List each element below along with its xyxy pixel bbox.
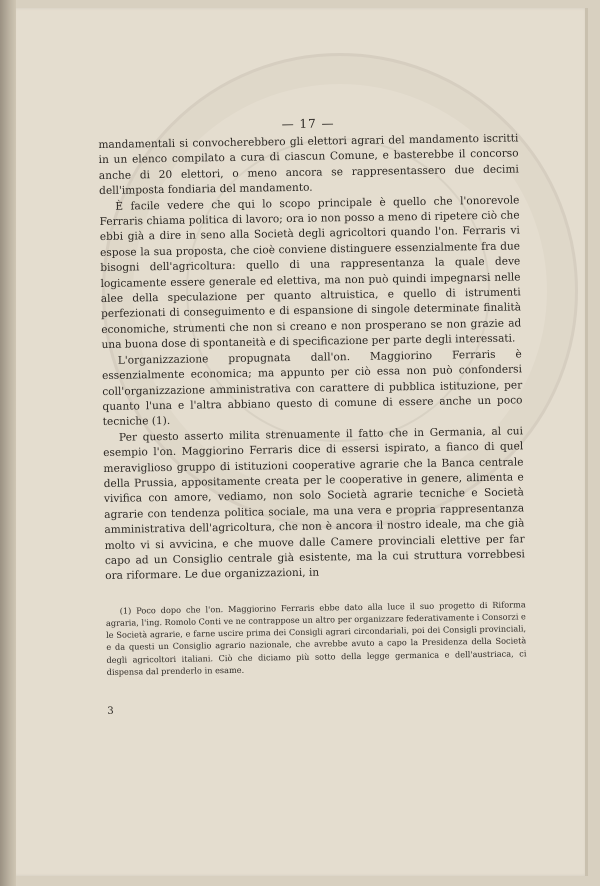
book-binding (0, 0, 16, 886)
page-number: — 17 — (281, 116, 335, 132)
page-edge (585, 8, 588, 876)
paragraph-economic-organization: L'organizzazione propugnata dall'on. Maggiorino Ferraris è essenzialmente economica; ma appunto per ciò essa non può confondersi coll'organizzazione amministrativa con carattere di pubblica istituzione, per quanto l'una e l'altra abbiano questo di comune di essere anche un poco tecniche (1). (101, 348, 523, 429)
paragraph-ferraris-politics: È facile vedere che qui lo scopo principale è quello che l'onorevole Ferraris chiama politica di lavoro; ora io non posso a meno di ripetere ciò che ebbi già a dire in seno alla Società degli agricoltori quando l'on. Ferraris vi espose la sua proposta, che cioè conviene distinguere essenzialmente fra due bisogni dell'agricoltura: quello di una rappresentanza la quale deve logicamente essere generale ed elettiva, ma non può quindi impegnarsi nelle alee della speculazione per quanto altruistica, e quello di istrumenti perfezionati di conseguimento e di espansione di singole determinate finalità economiche, strumenti che non si creano e non prosperano se non grazie ad una buona dose di spontaneità e di specificazione per parte degli interessati. (99, 194, 522, 352)
footnote: (1) Poco dopo che l'on. Maggiorino Ferraris ebbe dato alla luce il suo progetto di Riforma agraria, l'ing. Romolo Conti ve ne contrappose un altro per organizzare federativamente i Consorzi e le Società agrarie, e farne uscire prima dei Consigli agrari circondariali, poi dei Consigli provinciali, e da questi un Consiglio agrario nazionale, che avrebbe avuto a capo la Presidenza della Società degli agricoltori italiani. Ciò che diciamo più sotto della legge germanica e dell'austriaca, ci dispensa dal prenderlo in esame. (105, 599, 527, 677)
paragraph-germany-example: Per questo asserto milita strenuamente il fatto che in Germania, al cui esempio l'on. Maggiorino Ferraris dice di essersi ispirato, a fianco di quel meraviglioso gruppo di istituzioni cooperative agrarie che la Banca centrale della Prussia, appositamente creata per le cooperative in genere, alimenta e vivifica con amore, vediamo, non solo Società agrarie tecniche e Società agrarie con tendenza politica sociale, ma una vera e propria rappresentanza amministrativa dell'agricoltura, che non è ancora il nostro ideale, ma che già molto vi si avvicina, e che muove dalle Camere provinciali elettive per far capo ad un Consiglio centrale già esistente, ma la cui struttura vorrebbesi ora riformare. Le due organizzazioni, in (103, 425, 525, 583)
signature-mark: 3 (107, 705, 114, 717)
page-content (98, 113, 527, 717)
paragraph-continuation: mandamentali si convocherebbero gli elettori agrari del mandamento iscritti in un elenco compilato a cura di ciascun Comune, e basterebbe il concorso anche di 20 elettori, o meno ancora se rappresentassero due decimi dell'imposta fondiaria del mandamento. (98, 132, 519, 198)
